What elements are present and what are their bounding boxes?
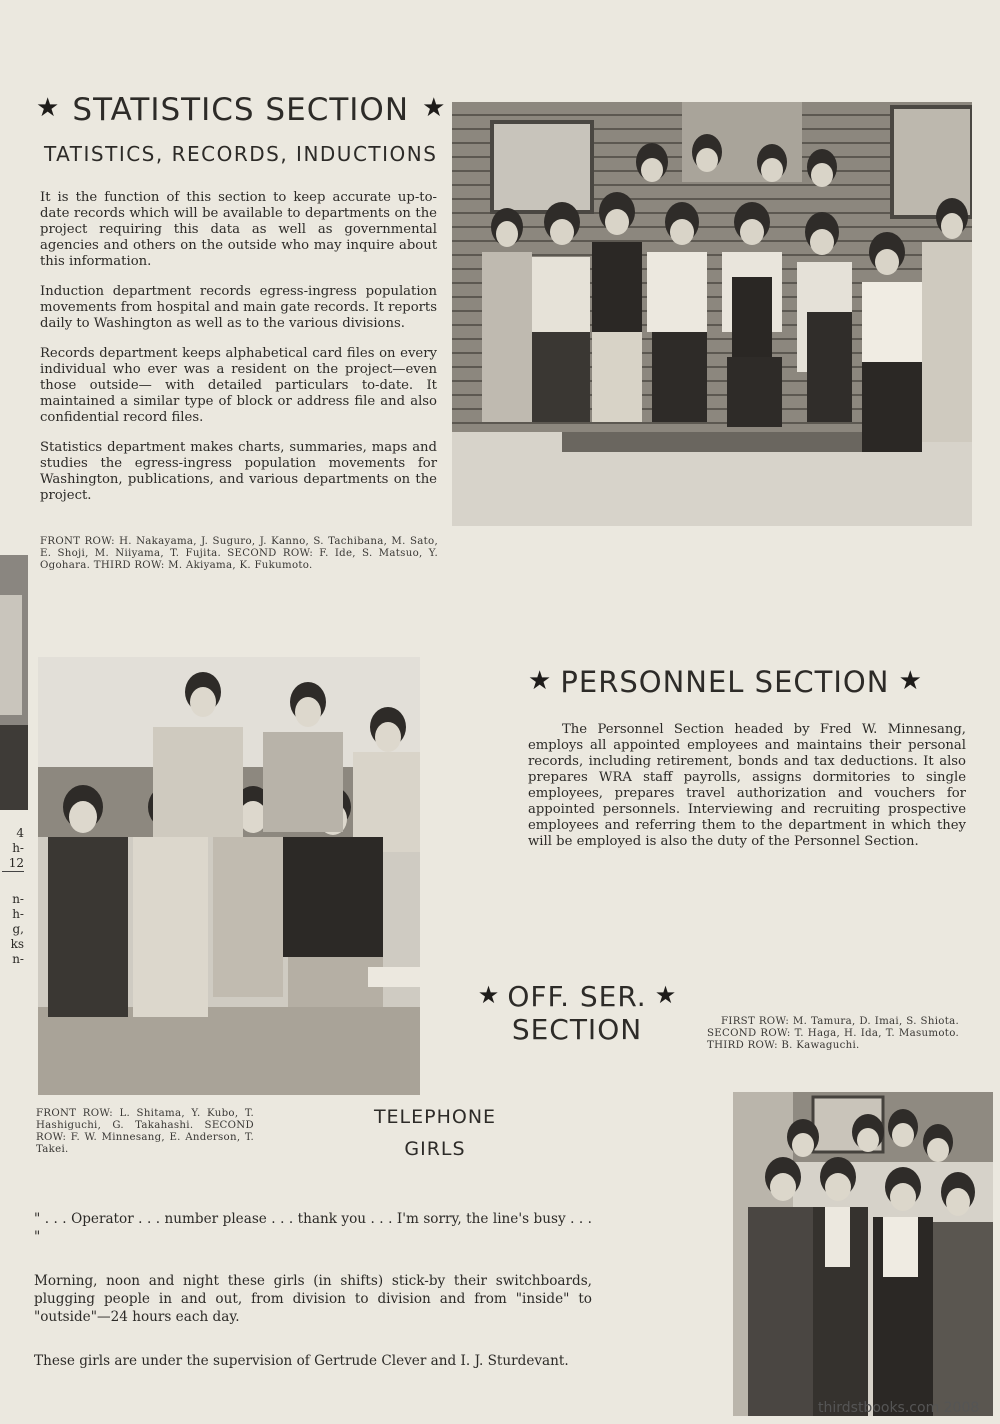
margin-fragment: 4 (16, 826, 24, 840)
statistics-paragraph: It is the function of this section to keep accurate up-to-date records which will be available to departments on the project requiring this data as well as governmental agencies and others on the outside who may inquire about this information. (40, 190, 437, 269)
margin-fragment: n- (12, 892, 24, 906)
statistics-caption: FRONT ROW: H. Nakayama, J. Suguro, J. Kanno, S. Tachibana, M. Sato, E. Shoji, M. Niiyama, T. Fujita. SECOND ROW: F. Ide, S. Matsuo, Y. Ogohara. THIRD ROW: M. Akiyama, K. Fukumoto. (40, 536, 438, 571)
star-icon: ★ (36, 93, 60, 123)
offser-heading (462, 980, 692, 1046)
statistics-heading (36, 92, 446, 128)
margin-fragment: 12 (2, 856, 24, 872)
star-icon: ★ (528, 666, 552, 696)
telephone-group-photo-art (733, 1092, 993, 1416)
telephone-paragraph: These girls are under the supervision of Gertrude Clever and I. J. Sturdevant. (34, 1353, 569, 1369)
margin-fragment: h- (12, 841, 24, 855)
statistics-paragraph: Statistics department makes charts, summaries, maps and studies the egress-ingress population movements for Washington, publications, and various departments on the project. (40, 440, 437, 503)
statistics-group-photo-art (452, 102, 972, 526)
personnel-group-photo (38, 657, 420, 1095)
watermark: thirdstbooks.com 2008 (818, 1400, 980, 1416)
personnel-group-photo-art (38, 657, 420, 1095)
star-icon: ★ (898, 666, 922, 696)
margin-fragment: n- (12, 952, 24, 966)
statistics-paragraph: Induction department records egress-ingress population movements from hospital and main gate records. It reports daily to Washington as well as to the various divisions. (40, 284, 437, 331)
personnel-title: PERSONNEL SECTION (560, 665, 890, 699)
star-icon: ★ (477, 981, 500, 1009)
telephone-group-photo (733, 1092, 993, 1416)
margin-fragment: ks (10, 937, 24, 951)
statistics-title: STATISTICS SECTION (72, 92, 410, 128)
margin-fragment: g, (12, 922, 24, 936)
telephone-body (34, 1210, 592, 1384)
star-icon: ★ (654, 981, 677, 1009)
telephone-paragraph: Morning, noon and night these girls (in shifts) stick-by their switchboards, plugging people in and out, from division to division and from "inside" to "outside"—24 hours each day. (34, 1273, 592, 1325)
statistics-group-photo (452, 102, 972, 526)
statistics-paragraph: Records department keeps alphabetical card files on every individual who ever was a resident on the project—even those outside— with detailed particulars to-date. It maintained a similar type of block or address file and also confidential record files. (40, 346, 437, 425)
margin-fragment: h- (12, 907, 24, 921)
statistics-subtitle: TATISTICS, RECORDS, INDUCTIONS (44, 142, 438, 166)
margin-fragments (2, 826, 24, 967)
personnel-heading (528, 665, 968, 699)
offser-caption: FIRST ROW: M. Tamura, D. Imai, S. Shiota. SECOND ROW: T. Haga, H. Ida, T. Masumoto. THIRD ROW: B. Kawaguchi. (707, 1016, 959, 1051)
personnel-caption: FRONT ROW: L. Shitama, Y. Kubo, T. Hashiguchi, G. Takahashi. SECOND ROW: F. W. Minnesang, E. Anderson, T. Takei. (36, 1108, 254, 1155)
personnel-body (528, 722, 966, 864)
telephone-title-line1: TELEPHONE (373, 1106, 497, 1128)
telephone-heading (350, 1106, 520, 1160)
telephone-title-line2: GIRLS (404, 1138, 466, 1160)
offser-title-line1: OFF. SER. (507, 980, 647, 1013)
telephone-paragraph: " . . . Operator . . . number please . . . thank you . . . I'm sorry, the line's busy . . . " (34, 1211, 592, 1245)
statistics-body (40, 190, 437, 518)
offser-title-line2: SECTION (511, 1013, 643, 1046)
adjacent-page-photo-fragment (0, 555, 28, 810)
personnel-paragraph: The Personnel Section headed by Fred W. Minnesang, employs all appointed employees and maintains their personal records, including retirement, bonds and tax deductions. It also prepares WRA staff payrolls, assigns dormitories to single employees, prepares travel authorization and vouchers for appointed personnels. Interviewing and recruiting prospective employees and referring them to the department in which they will be employed is also the duty of the Personnel Section. (528, 722, 966, 849)
adjacent-page-photo-art (0, 555, 28, 810)
star-icon: ★ (422, 93, 446, 123)
